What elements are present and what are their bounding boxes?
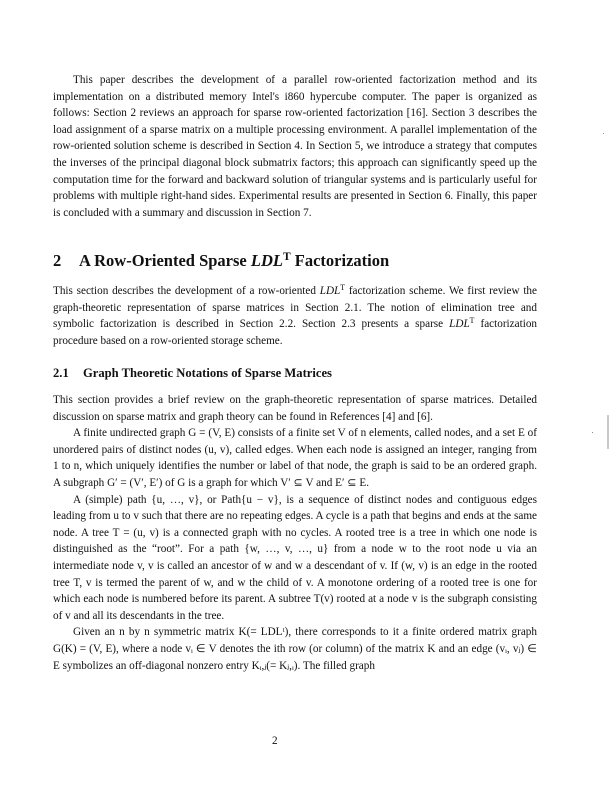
s21-paragraph-3: A (simple) path {u, …, v}, or Path{u − v}, is a sequence of distinct nodes and contiguous edges leading from u to v such that there are no repeating edges. A cycle is a path that begins and ends at the same node. A tree T = (u, v) is a connected graph with no cycles. A rooted tree is a tree in which one node is distinguished as the “root”. For a path {w, …, v, …, u} from a node w to the root node u via an intermediate node v, v is called an ancestor of w and w a descendant of v. If (w, v) is an edge in the rooted tree T, v is termed the parent of w, and w the child of v. A monotone ordering of a rooted tree is one for which each node is numbered before its parent. A subtree T(v) rooted at a node v is the subgraph consisting of v and all its descendants in the tree. bbox=[53, 493, 537, 622]
page-number: 2 bbox=[272, 735, 278, 747]
s21-paragraph-4: Given an n by n symmetric matrix K(= LDLᵗ), there corresponds to it a finite ordered matrix graph G(K) = (V, E), where a node vᵢ ∈ V denotes the ith row (or column) of the matrix K and an edge (vᵢ, vⱼ) ∈ E symbolizes an off-diagonal nonzero entry Kᵢ,ⱼ(= Kⱼ,ᵢ). The filled graph bbox=[53, 626, 537, 672]
section-2-paragraph bbox=[53, 283, 537, 349]
s21-paragraph-2: A finite undirected graph G = (V, E) consists of a finite set V of n elements, called nodes, and a set E of unordered pairs of distinct nodes (u, v), called edges. When each node is assigned an integer, ranging from 1 to n, which uniquely identifies the number or label of that node, the graph is said to be an ordered graph. A subgraph G′ = (V′, E′) of G is a graph for which V′ ⊆ V and E′ ⊆ E. bbox=[53, 427, 537, 489]
section-2-1-heading bbox=[53, 366, 332, 381]
section-2-title-math: LDL bbox=[250, 251, 283, 270]
section-2-title-suffix: Factorization bbox=[290, 251, 390, 270]
scan-speck bbox=[603, 133, 604, 134]
s2-text-b: factorization scheme. We first review the graph-theoretic representation of sparse matrices in Section 2.1. The notion of elimination tree and symbolic factorization is described in Section 2.2. Section 2.3 presents a sparse bbox=[53, 285, 537, 331]
s21-paragraph-1: This section provides a brief review on the graph-theoretic representation of sparse matrices. Detailed discussion on sparse matrix and graph theory can be found in References [4] and [6]. bbox=[53, 394, 537, 423]
section-2-1-title: Graph Theoretic Notations of Sparse Matrices bbox=[83, 366, 332, 380]
scan-artifact bbox=[607, 415, 609, 449]
s2-text-a: This section describes the development of a row-oriented bbox=[53, 285, 320, 297]
s2-math-a: LDL bbox=[319, 285, 341, 297]
intro-block bbox=[53, 72, 537, 221]
section-2-1-number: 2.1 bbox=[53, 366, 69, 380]
section-2-heading bbox=[53, 251, 389, 271]
s2-sup-a: T bbox=[340, 283, 346, 293]
section-2-intro bbox=[53, 283, 537, 349]
s2-sup-b: T bbox=[469, 316, 475, 326]
scan-speck bbox=[592, 432, 593, 433]
section-2-title-prefix: A Row-Oriented Sparse bbox=[79, 251, 251, 270]
section-2-number: 2 bbox=[53, 251, 62, 270]
intro-paragraph: This paper describes the development of a parallel row-oriented factorization method and its implementation on a distributed memory Intel's i860 hypercube computer. The paper is organized as follows: Section 2 reviews an approach for sparse row-oriented factorization [16]. Section 3 describes the load assignment of a sparse matrix on a multiple processing environment. A parallel implementation of the row-oriented solution scheme is described in Section 4. In Section 5, we introduce a strategy that computes the inverses of the principal diagonal block submatrix factors; this approach can significantly speed up the computation time for the forward and backward solution of triangular systems and is particularly useful for problems with multiple right-hand sides. Experimental results are presented in Section 6. Finally, this paper is concluded with a summary and discussion in Section 7. bbox=[53, 74, 537, 219]
s2-text-c: factorization procedure based on a row-oriented storage scheme. bbox=[53, 318, 538, 347]
section-2-title-sup: T bbox=[282, 251, 291, 264]
s2-math-b: LDL bbox=[449, 318, 470, 331]
section-2-1-body bbox=[53, 392, 537, 674]
